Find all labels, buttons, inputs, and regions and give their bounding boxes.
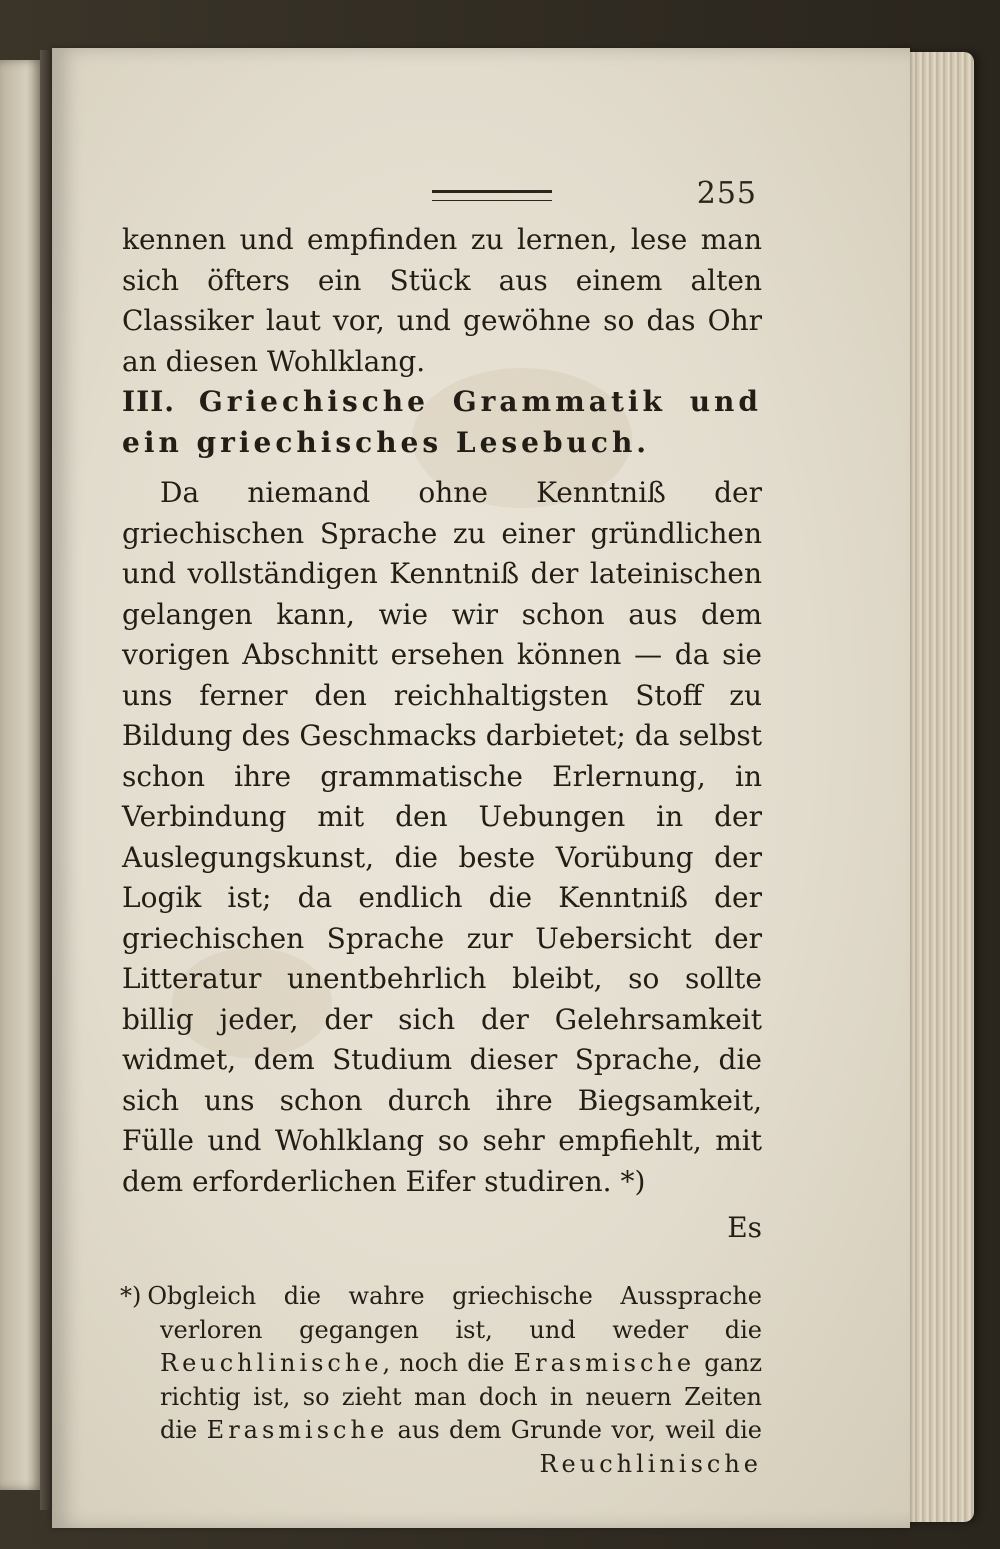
section-heading [122, 382, 762, 463]
main-paragraph: Da niemand ohne Kenntniß der griechischen Sprache zu einer gründlichen und vollständigen Kenntniß der lateinischen gelangen kann, wie wir schon aus dem vorigen Abschnitt ersehen können — da sie uns ferner den reichhaltigsten Stoff zu Bildung des Geschmacks darbietet; da selbst schon ihre grammatische Erlernung, in Verbindung mit den Uebungen in der Auslegungskunst, die beste Vorübung der Logik ist; da endlich die Kenntniß der griechischen Sprache zur Uebersicht der Litteratur unentbehrlich bleibt, so sollte billig jeder, der sich der Gelehrsamkeit widmet, dem Studium dieser Sprache, die sich uns schon durch ihre Biegsamkeit, Fülle und Wohlklang so sehr empfiehlt, mit dem erforderlichen Eifer studiren. *) [122, 476, 762, 1198]
header-rule [432, 190, 552, 201]
footnote-text: Obgleich die wahre griechische Aussprache verloren gegangen ist, und weder die [147, 1282, 762, 1344]
lead-paragraph: kennen und empfinden zu lernen, lese man sich öfters ein Stück aus einem alten Classiker laut vor, und gewöhne so das Ohr an diesen Wohlklang. [122, 223, 762, 378]
body-text [122, 220, 762, 1249]
footnote [120, 1280, 763, 1481]
footnote-text: aus dem Grunde vor, weil die [388, 1416, 762, 1444]
book-page [52, 48, 910, 1528]
page-header [127, 176, 757, 216]
footnote-term: Reuchlinische [160, 1349, 383, 1377]
footnote-term: Erasmische [206, 1416, 389, 1444]
footnote-term: Reuchlinische [539, 1449, 762, 1478]
section-title: Griechische Grammatik und ein griechisches Lesebuch. [122, 385, 762, 459]
section-number: III. [122, 385, 176, 418]
footnote-marker: *) [120, 1282, 142, 1310]
footnote-text: ganz richtig ist, so zieht man doch in neuern Zeiten die [160, 1349, 763, 1444]
page-number: 255 [696, 176, 757, 211]
footnote-term: Erasmische [513, 1349, 696, 1377]
footnote-text: , noch die [382, 1349, 514, 1377]
left-page-edge [0, 60, 44, 1490]
catchword: Es [727, 1211, 762, 1244]
